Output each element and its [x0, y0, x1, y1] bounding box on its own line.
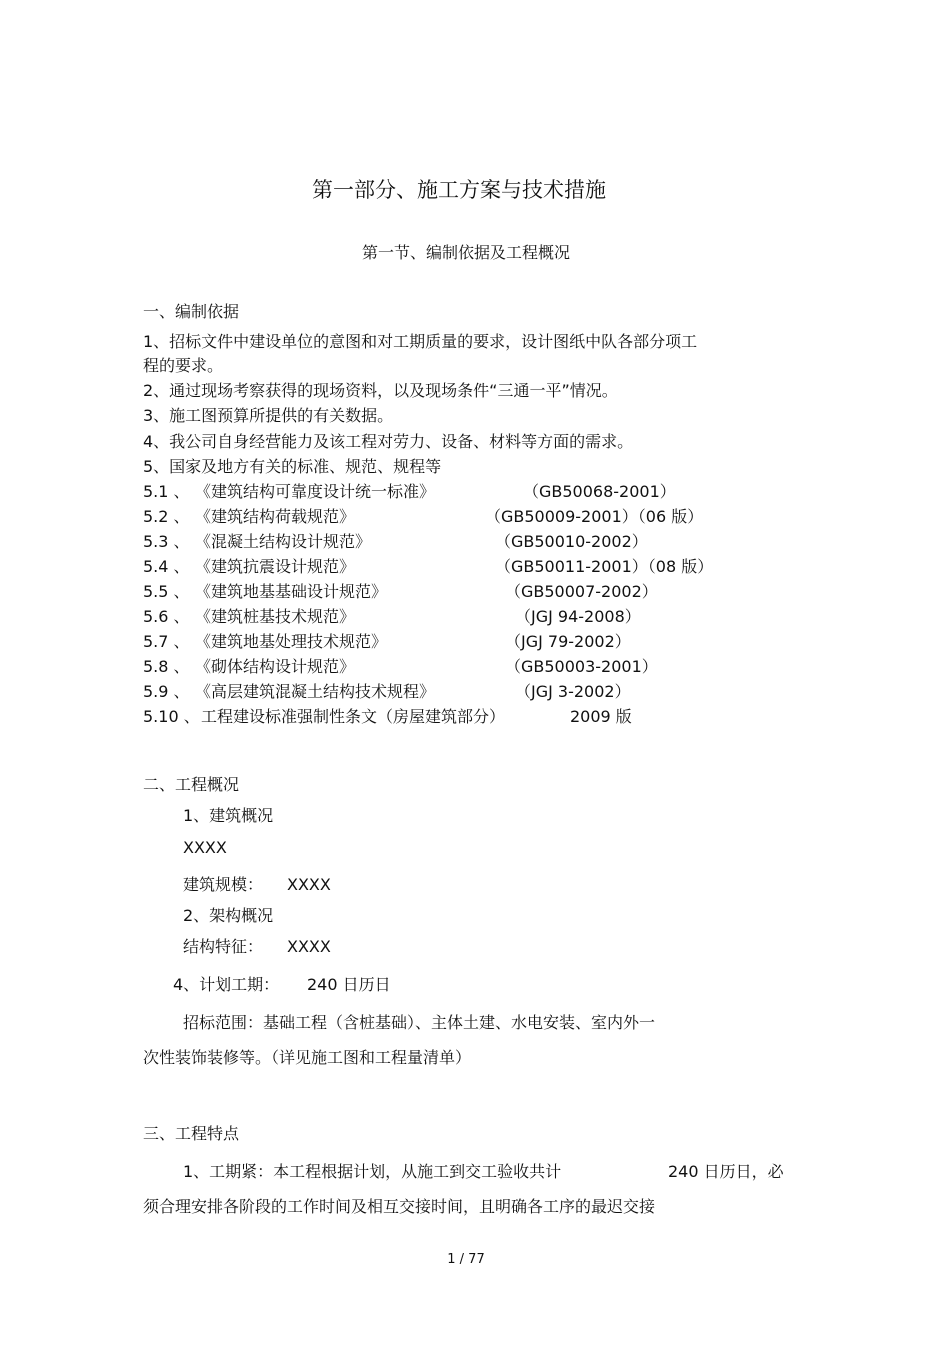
standard-code: （GB50068-2001）	[523, 482, 676, 501]
building-scale-label: 建筑规模：	[183, 875, 264, 894]
standard-name: 《建筑地基基础设计规范》	[195, 582, 388, 601]
basis-item-1: 1、招标文件中建设单位的意图和对工期质量的要求，设计图纸中队各部分项工	[143, 332, 698, 351]
structure-feature-value: XXXX	[287, 937, 331, 956]
standard-code: （GB50003-2001）	[505, 657, 658, 676]
structure-overview-title: 2、架构概况	[183, 906, 274, 925]
standard-name: 《建筑结构荷载规范》	[195, 507, 356, 526]
standard-number: 5.2 、	[143, 507, 190, 526]
standard-number: 5.8 、	[143, 657, 190, 676]
architecture-overview-value: XXXX	[183, 838, 227, 857]
standard-code: （GB50010-2002）	[495, 532, 648, 551]
standard-code: （JGJ 94-2008）	[515, 607, 641, 626]
basis-item-2: 2、通过现场考察获得的现场资料，以及现场条件“三通一平”情况。	[143, 381, 618, 400]
feature-point-1-line-1	[183, 1162, 784, 1181]
standard-name: 《建筑地基处理技术规范》	[195, 632, 388, 651]
standard-name: 《建筑桩基技术规范》	[195, 607, 356, 626]
standard-code: 2009 版	[570, 707, 632, 726]
standard-name: 工程建设标准强制性条文（房屋建筑部分）	[201, 707, 506, 726]
structure-feature-row	[183, 937, 331, 956]
basis-item-4: 4、我公司自身经营能力及该工程对劳力、设备、材料等方面的需求。	[143, 432, 634, 451]
basis-item-1-cont: 程的要求。	[143, 356, 224, 375]
basis-item-3: 3、施工图预算所提供的有关数据。	[143, 406, 394, 425]
standard-number: 5.3 、	[143, 532, 190, 551]
planned-period-value: 240 日历日	[307, 975, 391, 994]
standard-number: 5.5 、	[143, 582, 190, 601]
standard-code: （GB50007-2002）	[505, 582, 658, 601]
standard-number: 5.10 、	[143, 707, 200, 726]
bid-scope-line-1: 招标范围：基础工程（含桩基础）、主体土建、水电安装、室内外一	[183, 1013, 656, 1032]
building-scale-value: XXXX	[287, 875, 331, 894]
page-number: 1 / 77	[447, 1252, 485, 1267]
feature-point-1-line-2: 须合理安排各阶段的工作时间及相互交接时间，且明确各工序的最迟交接	[143, 1197, 656, 1216]
planned-period-row	[173, 975, 391, 994]
standard-name: 《建筑结构可靠度设计统一标准》	[195, 482, 436, 501]
standard-name: 《砌体结构设计规范》	[195, 657, 356, 676]
standard-name: 《建筑抗震设计规范》	[195, 557, 356, 576]
standard-name: 《混凝土结构设计规范》	[195, 532, 372, 551]
section2-heading: 二、工程概况	[143, 775, 240, 794]
section3-heading: 三、工程特点	[143, 1124, 240, 1143]
bid-scope-line-2: 次性装饰装修等。（详见施工图和工程量清单）	[143, 1048, 472, 1067]
section-subtitle: 第一节、编制依据及工程概况	[361, 243, 570, 262]
planned-period-label: 4、计划工期：	[173, 975, 280, 994]
standard-code: （JGJ 79-2002）	[505, 632, 631, 651]
standard-number: 5.1 、	[143, 482, 190, 501]
document-title: 第一部分、施工方案与技术措施	[312, 178, 606, 202]
standard-number: 5.7 、	[143, 632, 190, 651]
standard-code: （GB50009-2001）（06 版）	[485, 507, 704, 526]
standard-number: 5.4 、	[143, 557, 190, 576]
standard-name: 《高层建筑混凝土结构技术规程》	[195, 682, 436, 701]
standard-number: 5.6 、	[143, 607, 190, 626]
architecture-overview-title: 1、建筑概况	[183, 806, 274, 825]
feature-point-1-duration: 240 日历日，必	[668, 1162, 784, 1181]
structure-feature-label: 结构特征：	[183, 937, 264, 956]
standard-code: （GB50011-2001）（08 版）	[495, 557, 714, 576]
standard-number: 5.9 、	[143, 682, 190, 701]
basis-item-5: 5、国家及地方有关的标准、规范、规程等	[143, 457, 442, 476]
standard-code: （JGJ 3-2002）	[515, 682, 631, 701]
building-scale-row	[183, 875, 331, 894]
feature-point-1-text: 1、工期紧：本工程根据计划，从施工到交工验收共计	[183, 1162, 562, 1181]
section1-heading: 一、编制依据	[143, 302, 240, 321]
